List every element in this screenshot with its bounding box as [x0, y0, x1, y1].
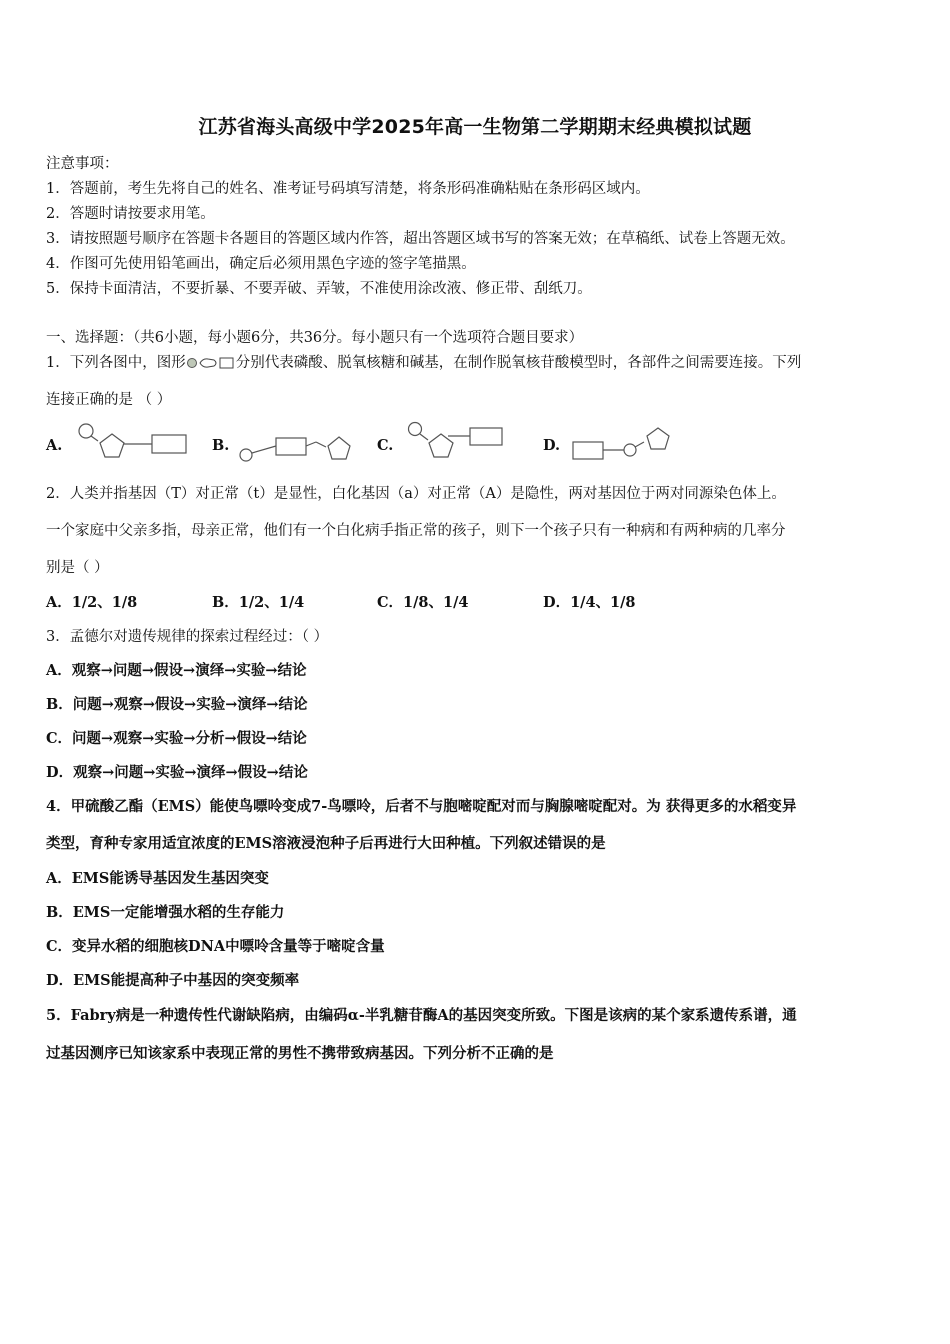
notice-item: 3．请按照题号顺序在答题卡各题目的答题区域内作答，超出答题区域书写的答案无效；在草稿纸、试卷上答题无效。: [46, 231, 795, 247]
notice-item: 5．保持卡面清洁，不要折暴、不要弄破、弄皱，不准使用涂改液、修正带、刮纸刀。: [46, 281, 592, 297]
q1-option-d-label: D.: [543, 437, 561, 454]
component-legend-icon: [186, 356, 236, 370]
q3-option-c: C．问题→观察→实验→分析→假设→结论: [46, 730, 307, 747]
question-1-stem: [46, 351, 801, 372]
question-1-suffix: 分别代表磷酸、脱氧核糖和碱基，在制作脱氧核苷酸模型时，各部件之间需要连接。下列: [235, 355, 802, 371]
exam-title: 江苏省海头高级中学2025年高一生物第二学期期末经典模拟试题: [198, 116, 752, 138]
q2-option-d: D．1/4、1/8: [543, 594, 636, 611]
notice-item: 2．答题时请按要求用笔。: [46, 206, 215, 222]
section-heading: 一、选择题：（共6小题，每小题6分，共36分。每小题只有一个选项符合题目要求）: [46, 330, 584, 346]
q2-option-a: A．1/2、1/8: [46, 594, 138, 611]
notice-item: 1．答题前，考生先将自己的姓名、准考证号码填写清楚，将条形码准确粘贴在条形码区域内。: [46, 181, 650, 197]
q4-option-b: B．EMS一定能增强水稻的生存能力: [46, 904, 285, 921]
question-3-stem: 3．孟德尔对遗传规律的探索过程经过：（ ）: [46, 629, 329, 645]
q1-option-c-diagram: [402, 420, 510, 462]
q4-option-d: D．EMS能提高种子中基因的突变频率: [46, 972, 300, 989]
question-1-line2: 连接正确的是 （ ）: [46, 392, 172, 408]
question-4-line2: 类型，育种专家用适宜浓度的EMS溶液浸泡种子后再进行大田种植。下列叙述错误的是: [46, 835, 606, 852]
q4-option-a: A．EMS能诱导基因发生基因突变: [46, 870, 269, 887]
notice-heading: 注意事项：: [46, 156, 119, 172]
q3-option-a: A．观察→问题→假设→演绎→实验→结论: [46, 662, 307, 679]
q2-option-c: C．1/8、1/4: [377, 594, 469, 611]
q1-option-a-label: A.: [46, 437, 63, 454]
q1-option-b-diagram: [234, 420, 359, 466]
notice-item: 4．作图可先使用铅笔画出，确定后必须用黑色字迹的签字笔描黑。: [46, 256, 476, 272]
q1-option-a-diagram: [72, 420, 192, 462]
q3-option-d: D．观察→问题→实验→演绎→假设→结论: [46, 764, 308, 781]
q1-option-b-label: B.: [212, 437, 230, 454]
q1-option-d-diagram: [570, 420, 680, 466]
q3-option-b: B．问题→观察→假设→实验→演绎→结论: [46, 696, 308, 713]
question-2-line2: 一个家庭中父亲多指，母亲正常，他们有一个白化病手指正常的孩子，则下一个孩子只有一种病和有两种病的几率分: [46, 523, 786, 539]
question-1-prefix: 1．下列各图中，图形: [46, 355, 186, 371]
question-2-line1: 2．人类并指基因（T）对正常（t）是显性，白化基因（a）对正常（A）是隐性，两对基因位于两对同源染色体上。: [46, 486, 786, 502]
question-2-line3: 别是（ ）: [46, 560, 109, 576]
question-4-line1: 4．甲硫酸乙酯（EMS）能使鸟嘌呤变成7-鸟嘌呤，后者不与胞嘧啶配对而与胸腺嘧啶配对。为 获得更多的水稻变异: [46, 798, 797, 815]
q4-option-c: C．变异水稻的细胞核DNA中嘌呤含量等于嘧啶含量: [46, 938, 385, 955]
q2-option-b: B．1/2、1/4: [212, 594, 305, 611]
question-5-line1: 5．Fabry病是一种遗传性代谢缺陷病，由编码α-半乳糖苷酶A的基因突变所致。下图是该病的某个家系遗传系谱，通: [46, 1007, 797, 1024]
question-5-line2: 过基因测序已知该家系中表现正常的男性不携带致病基因。下列分析不正确的是: [46, 1045, 554, 1062]
q1-option-c-label: C.: [377, 437, 394, 454]
